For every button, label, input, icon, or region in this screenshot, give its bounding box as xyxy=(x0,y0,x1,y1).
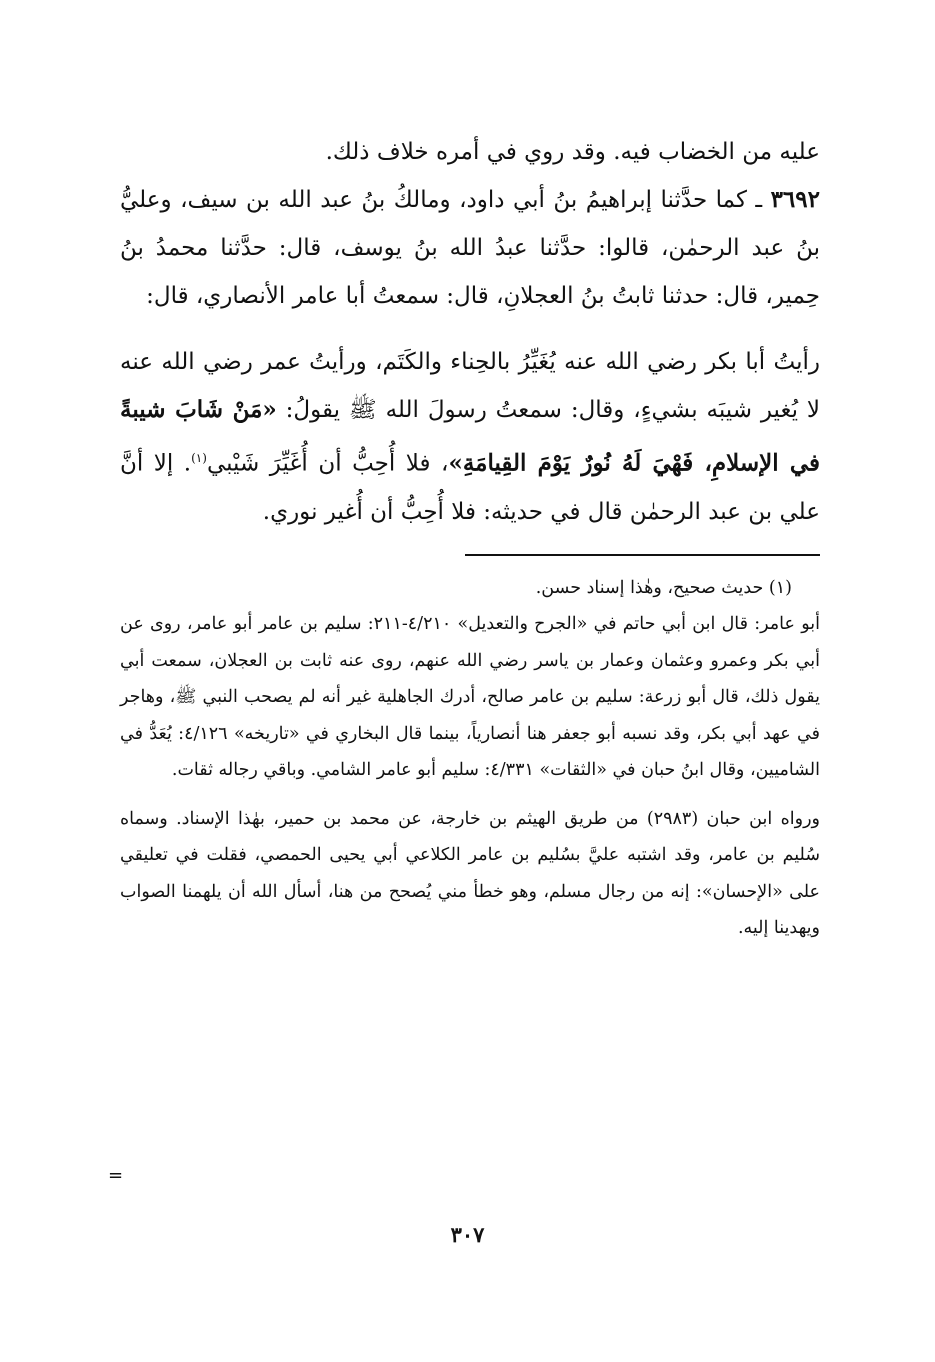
page-body xyxy=(120,128,820,947)
main-text xyxy=(120,128,820,536)
paragraph-isnad xyxy=(120,176,820,320)
footnote-separator xyxy=(465,554,820,556)
paragraph-matn xyxy=(120,338,820,536)
matn-middle: ، فلا أُحِبُّ أن أُغَيِّرَ شَيْبي xyxy=(206,450,449,477)
paragraph-intro: عليه من الخضاب فيه. وقد روي في أمره خلاف ذلك. xyxy=(325,139,820,165)
matn-end: . إلا أنَّ علي بن عبد الرحمٰن قال في حديثه: فلا أُحِبُّ أن أُغير نوري. xyxy=(120,450,820,525)
footnote-1: (١) حديث صحيح، وهٰذا إسناد حسن. xyxy=(535,577,792,598)
page-number: ٣٠٧ xyxy=(450,1222,485,1247)
footnote-source-paragraph: ورواه ابن حبان (٢٩٨٣) من طريق الهيثم بن خارجة، عن محمد بن حمير، بهٰذا الإسناد. وسماه سُليم بن عامر، وقد اشتبه عليَّ بسُليم بن عامر الكلاعي أبي يحيى الحمصي، فقلت في تعليقي على «الإحسان»: إنه من رجال مسلم، وهو خطأ مني يُصحح من هنا، أسأل الله أن يلهمنا الصواب ويهدينا إليه. xyxy=(120,808,820,939)
prophetic-quote: «مَنْ شَابَ شيبةً في الإسلامِ، فَهْيَ لَهُ نُورٌ يَوْمَ القِيامَةِ» xyxy=(120,396,820,477)
hadith-number: ٣٦٩٢ xyxy=(770,186,820,213)
footnote-narrator-paragraph: أبو عامر: قال ابن أبي حاتم في «الجرح والتعديل» ٤/٢١٠-٢١١: سليم بن عامر أبو عامر، روى عن أبي بكر وعمرو وعثمان وعمار بن ياسر رضي الله عنهم، روى عنه ثابت بن العجلان، سمعت أبي يقول ذلك، قال أبو زرعة: سليم بن عامر صالح، أدرك الجاهلية غير أنه لم يصحب النبي ﷺ، وهاجر في عهد أبي بكر، وقد نسبه أبو جعفر هنا أنصارياً، بينما قال البخاري في «تاريخه» ٤/١٢٦: يُعَدُّ في الشاميين، وقال ابنُ حبان في «الثقات» ٤/٣٣١: سليم أبو عامر الشامي. وباقي رجاله ثقات. xyxy=(120,614,820,781)
footnote-reference: (١) xyxy=(191,451,207,465)
continuation-mark: = xyxy=(108,1165,124,1186)
isnad-text: ـ كما حدَّثنا إبراهيمُ بنُ أبي داود، ومالكُ بنُ عبد الله بن سيف، وعليُّ بنُ عبد الرحمٰن، قالوا: حدَّثنا عبدُ الله بنُ يوسف، قال: حدَّثنا محمدُ بنُ حِمير، قال: حدثنا ثابتُ بنُ العجلانِ، قال: سمعتُ أبا عامر الأنصاري، قال: xyxy=(120,187,820,309)
footnotes xyxy=(120,570,820,947)
matn-start: رأيتُ أبا بكر رضي الله عنه يُغَيِّرُ بالحِناء والكَتَم، ورأيتُ عمر رضي الله عنه لا يُغير شيبَه بشيءٍ، وقال: سمعتُ رسولَ الله ﷺ يقولُ: xyxy=(120,349,820,423)
